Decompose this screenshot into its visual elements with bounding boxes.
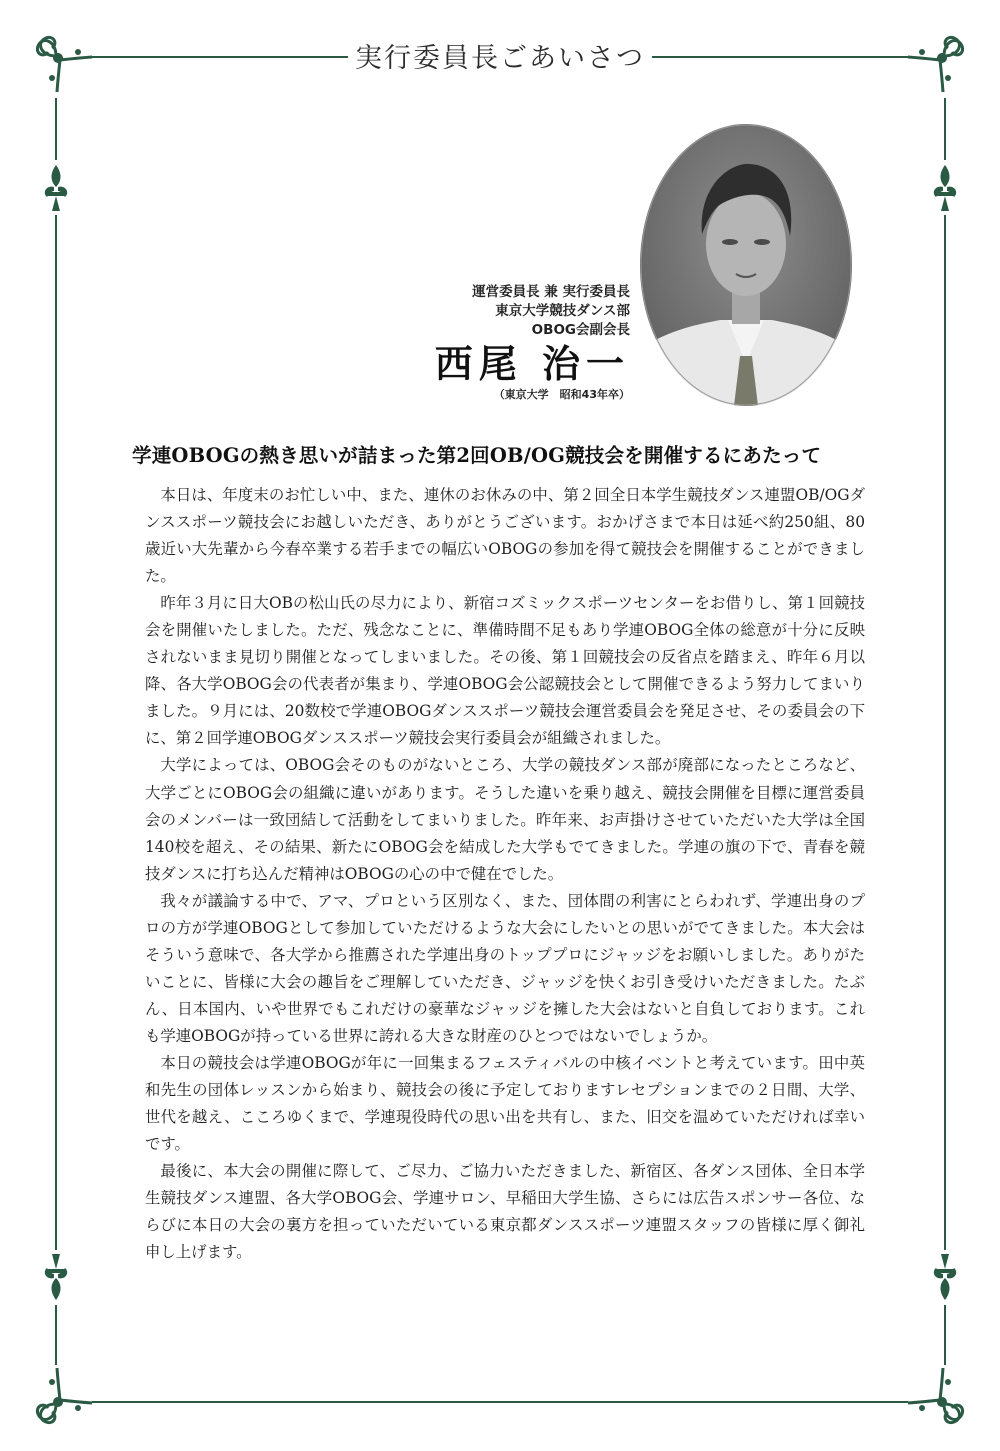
- author-role-line: 東京大学競技ダンス部: [495, 303, 630, 319]
- corner-ornament-bottom-right-icon: [900, 1360, 970, 1430]
- portrait-photo: [640, 124, 852, 406]
- frame-left-line-lower: [55, 1305, 57, 1365]
- author-role-line: OBOG会副会長: [531, 322, 630, 338]
- frame-right-line-upper: [944, 98, 946, 160]
- article-paragraph: 本日の競技会は学連OBOGが年に一回集まるフェスティバルの中核イベントと考えています。田中英和先生の団体レッスンから始まり、競技会の後に予定しておりますレセプションまでの２日間、大学、世代を越え、こころゆくまで、学連現役時代の思い出を共有し、また、旧交を温めていただければ幸いです。: [145, 1053, 865, 1154]
- article-paragraph: 最後に、本大会の開催に際して、ご尽力、ご協力いただきました、新宿区、各ダンス団体、全日本学生競技ダンス連盟、各大学OBOG会、学連サロン、早稲田大学生協、さらには広告スポンサー各位、ならびに本日の大会の裏方を担っていただいている東京都ダンススポーツ連盟スタッフの皆様に厚く御礼申し上げます。: [145, 1162, 865, 1262]
- frame-left-line-upper: [55, 98, 57, 160]
- frame-right-line-mid: [944, 215, 946, 1250]
- fleur-right-lower-icon: [931, 1252, 959, 1302]
- author-role-line: 運営委員長 兼 実行委員長: [472, 284, 630, 300]
- article-paragraph: 昨年３月に日大OBの松山氏の尽力により、新宿コズミックスポーツセンターをお借りし、第１回競技会を開催いたしました。ただ、残念なことに、準備時間不足もあり学連OBOG全体の総意が十分に反映されないまま見切り開催となってしまいました。その後、第１回競技会の反省点を踏まえ、昨年６月以降、各大学OBOG会の代表者が集まり、学連OBOG会公認競技会として開催できるよう努力してまいりました。９月には、20数校で学連OBOGダンススポーツ競技会運営委員会を発足させ、その委員会の下に、第２回学連OBOGダンススポーツ競技会実行委員会が組織されました。: [145, 594, 865, 748]
- author-name: 西尾 治一: [434, 341, 630, 386]
- author-graduation: （東京大学 昭和43年卒）: [493, 388, 630, 401]
- corner-ornament-bottom-left-icon: [30, 1360, 100, 1430]
- fleur-left-lower-icon: [42, 1252, 70, 1302]
- frame-left-line-mid: [55, 215, 57, 1250]
- frame-bottom-line: [92, 1401, 908, 1403]
- page-title: 実行委員長ごあいさつ: [355, 43, 645, 74]
- frame-right-line-lower: [944, 1305, 946, 1365]
- fleur-right-upper-icon: [931, 163, 959, 213]
- author-signature: [435, 283, 630, 402]
- article-paragraph: 本日は、年度末のお忙しい中、また、連休のお休みの中、第２回全日本学生競技ダンス連盟OB/OGダンススポーツ競技会にお越しいただき、ありがとうございます。おかげさまで本日は延べ約250組、80歳近い大先輩から今春卒業する若手までの幅広いOBOGの参加を得て競技会を開催することができました。: [145, 486, 865, 586]
- article-paragraph: 我々が議論する中で、アマ、プロという区別なく、また、団体間の利害にとらわれず、学連出身のプロの方が学連OBOGとして参加していただけるような大会にしたいとの思いがでてきました。本大会はそういう意味で、各大学から推薦された学連出身のトッププロにジャッジをお願いしました。ありがたいことに、皆様に大会の趣旨をご理解していただき、ジャッジを快くお引き受けいただきました。たぶん、日本国内、いや世界でもこれだけの豪華なジャッジを擁した大会はないと自負しております。これも学連OBOGが持っている世界に誇れる大きな財産のひとつではないでしょうか。: [145, 891, 865, 1045]
- article-paragraph: 大学によっては、OBOG会そのものがないところ、大学の競技ダンス部が廃部になったところなど、大学ごとにOBOG会の組織に違いがあります。そうした違いを乗り越え、競技会開催を目標に運営委員会のメンバーは一致団結して活動をしてまいりました。昨年来、お声掛けさせていただいた大学は全国140校を超え、その結果、新たにOBOG会を結成した大学もでてきました。学連の旗の下で、青春を競技ダンスに打ち込んだ精神はOBOGの心の中で健在でした。: [145, 756, 865, 883]
- article-headline: 学連OBOGの熱き思いが詰まった第2回OB/OG競技会を開催するにあたって: [132, 444, 822, 467]
- fleur-left-upper-icon: [42, 163, 70, 213]
- article-body: [145, 482, 865, 1266]
